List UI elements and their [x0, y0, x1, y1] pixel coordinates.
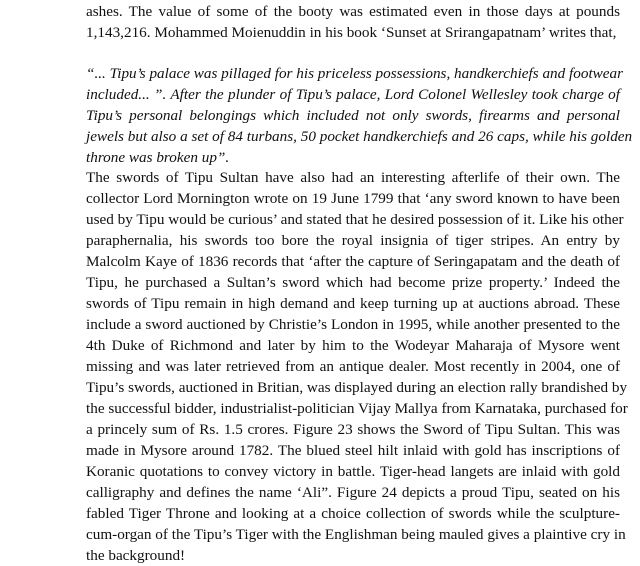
para2-line: 4th Duke of Richmond and later by him to the Wodeyar Maharaja of Mysore went — [86, 337, 620, 354]
para2-line: swords of Tipu remain in high demand and keep turning up at auctions abroad. These — [86, 295, 620, 312]
para1-line: 1,143,216. Mohammed Moienuddin in his book ‘Sunset at Srirangapatnam’ writes that, — [86, 24, 617, 41]
quote-line: included... ”. After the plunder of Tipu’s palace, Lord Colonel Wellesley took charge of — [86, 86, 620, 103]
paragraph-swords — [86, 167, 628, 566]
para2-line: made in Mysore around 1782. The blued steel hilt inlaid with gold has inscriptions of — [86, 442, 620, 459]
quote-line: “... Tipu’s palace was pillaged for his priceless possessions, handkerchiefs and footwear — [86, 65, 624, 82]
para2-line: the successful bidder, industrialist-politician Vijay Mallya from Karnataka, purchased for — [86, 400, 628, 417]
para2-line: Malcolm Kaye of 1836 records that ‘after the capture of Seringapatam and the death of — [86, 253, 620, 270]
para1-line: ashes. The value of some of the booty was estimated even in those days at pounds — [86, 3, 620, 20]
para2-line: a princely sum of Rs. 1.5 crores. Figure 23 shows the Sword of Tipu Sultan. This was — [86, 421, 620, 438]
para2-line: collector Lord Mornington wrote on 19 June 1799 that ‘any sword known to have been — [86, 190, 620, 207]
para2-line: paraphernalia, his swords too bore the royal insignia of tiger stripes. An entry by — [86, 232, 620, 249]
para2-line: include a sword auctioned by Christie’s London in 1995, while another presented to the — [86, 316, 620, 333]
para2-line: missing and was later retrieved from an antique dealer. Most recently in 2004, one of — [86, 358, 620, 375]
block-quote-moienuddin — [86, 63, 633, 168]
quote-line: throne was broken up”. — [86, 149, 230, 166]
para2-line: used by Tipu would be curious’ and stated that he desired possession of it. Like his other — [86, 211, 624, 228]
quote-line: jewels but also a set of 84 turbans, 50 pocket handkerchiefs and 26 caps, while his golden — [86, 128, 633, 145]
para2-line: Tipu, he purchased a Sultan’s sword which had become prize property.’ Indeed the — [86, 274, 620, 291]
paragraph-booty — [86, 1, 620, 43]
para2-line: cum-organ of the Tipu’s Tiger with the Englishman being mauled gives a plaintive cry in — [86, 526, 626, 543]
para2-line: The swords of Tipu Sultan have also had an interesting afterlife of their own. The — [86, 169, 620, 186]
para2-line: fabled Tiger Throne and looking at a choice collection of swords while the sculpture- — [86, 505, 620, 522]
quote-line: Tipu’s personal belongings which included not only swords, firearms and personal — [86, 107, 620, 124]
para2-line: the background! — [86, 547, 186, 564]
para2-line: Koranic quotations to convey victory in battle. Tiger-head langets are inlaid with gold — [86, 463, 620, 480]
para2-line: Tipu’s swords, auctioned in Britian, was displayed during an election rally brandished by — [86, 379, 628, 396]
para2-line: calligraphy and defines the name ‘Ali”. Figure 24 depicts a proud Tipu, seated on his — [86, 484, 620, 501]
